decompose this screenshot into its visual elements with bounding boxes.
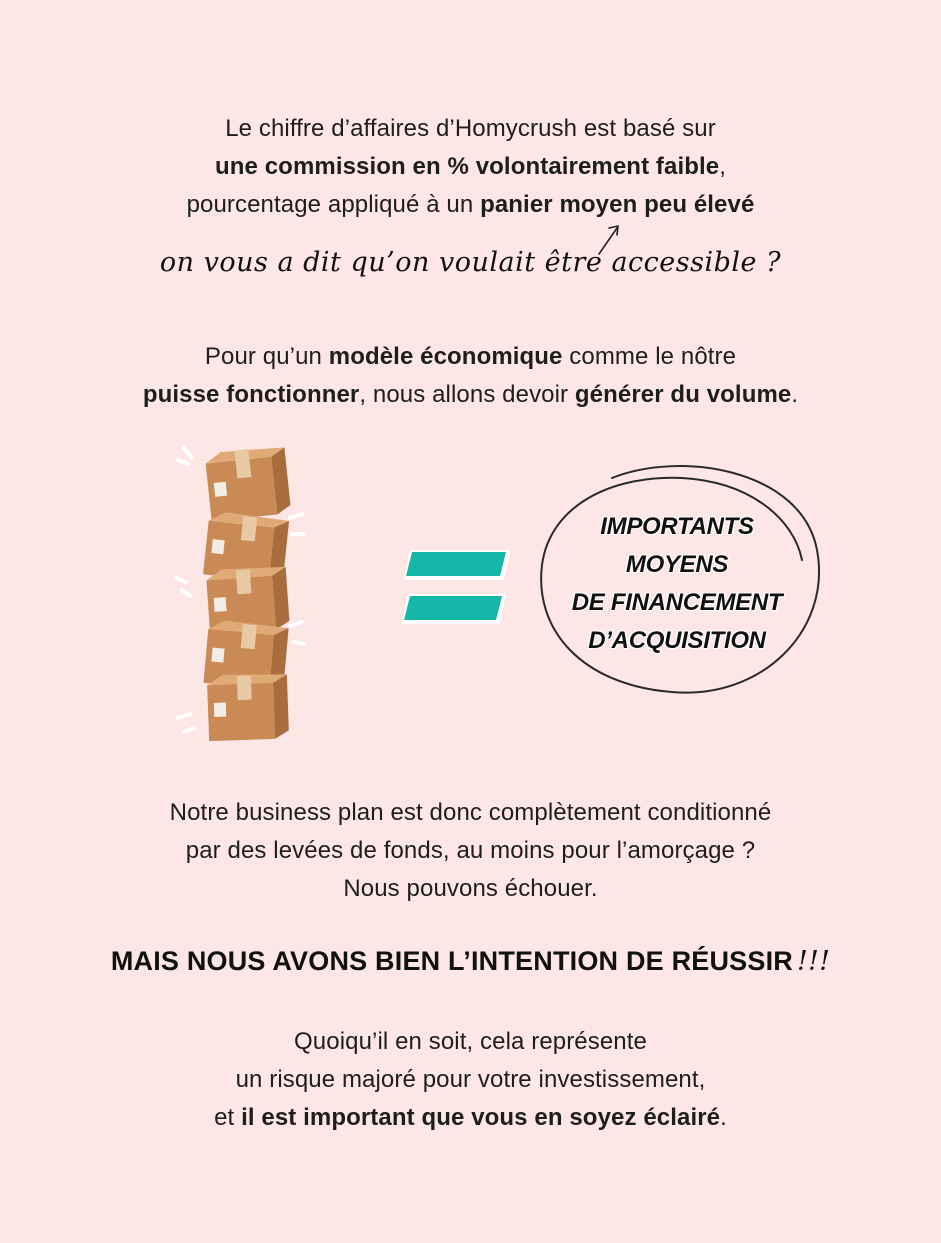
business-line-1 — [0, 338, 941, 376]
commission-emphasis: une commission en % volontairement faible — [215, 153, 720, 180]
financing-line-1: IMPORTANTS — [600, 513, 754, 540]
funding-line-3: Nous pouvons échouer. — [343, 875, 598, 902]
model-emphasis: modèle économique — [328, 343, 563, 370]
function-emphasis: puisse fonctionner — [142, 381, 360, 408]
risk-line-2: un risque majoré pour votre investissement, — [235, 1066, 706, 1093]
intro-line-1: Le chiffre d’affaires d’Homycrush est basé sur — [225, 115, 716, 142]
risk-line-3-start: et — [214, 1104, 242, 1131]
business-line-2-mid: , nous allons devoir — [359, 381, 575, 408]
business-model-paragraph — [0, 338, 941, 414]
financing-line-4: D’ACQUISITION — [588, 627, 766, 654]
equals-sign-icon — [400, 546, 512, 628]
business-line-1-start: Pour qu’un — [204, 343, 329, 370]
exclamation-marks: !!! — [797, 946, 831, 977]
risk-line-3 — [0, 1099, 941, 1137]
intro-line-2 — [0, 148, 941, 186]
informed-emphasis: il est important que vous en soyez éclairé — [241, 1104, 721, 1131]
funding-line-1: Notre business plan est donc complètement conditionné — [169, 799, 772, 826]
business-line-2-end: . — [791, 381, 799, 408]
business-line-2 — [0, 376, 941, 414]
funding-line-2: par des levées de fonds, au moins pour l’amorçage ? — [185, 837, 756, 864]
financing-text — [532, 508, 822, 660]
financing-line-2: MOYENS — [625, 551, 729, 578]
success-headline — [0, 946, 941, 977]
handwritten-aside: on vous a dit qu’on voulait être accessible ? — [159, 247, 782, 278]
success-headline-text: MAIS NOUS AVONS BIEN L’INTENTION DE RÉUSSIR — [110, 946, 793, 976]
risk-paragraph — [0, 1023, 941, 1137]
volume-emphasis: générer du volume — [574, 381, 792, 408]
financing-line-3: DE FINANCEMENT — [571, 589, 783, 616]
business-line-1-end: comme le nôtre — [562, 343, 737, 370]
intro-paragraph — [0, 110, 941, 224]
intro-line-2-end: , — [719, 153, 726, 180]
risk-line-1: Quoiqu’il en soit, cela représente — [294, 1028, 647, 1055]
financing-callout — [532, 460, 832, 705]
intro-line-3-start: pourcentage appliqué à un — [186, 191, 481, 218]
basket-emphasis: panier moyen peu élevé — [480, 191, 755, 218]
risk-line-3-end: . — [720, 1104, 727, 1131]
box-stack-illustration — [172, 438, 312, 748]
funding-paragraph — [0, 794, 941, 908]
intro-line-3 — [0, 186, 941, 224]
